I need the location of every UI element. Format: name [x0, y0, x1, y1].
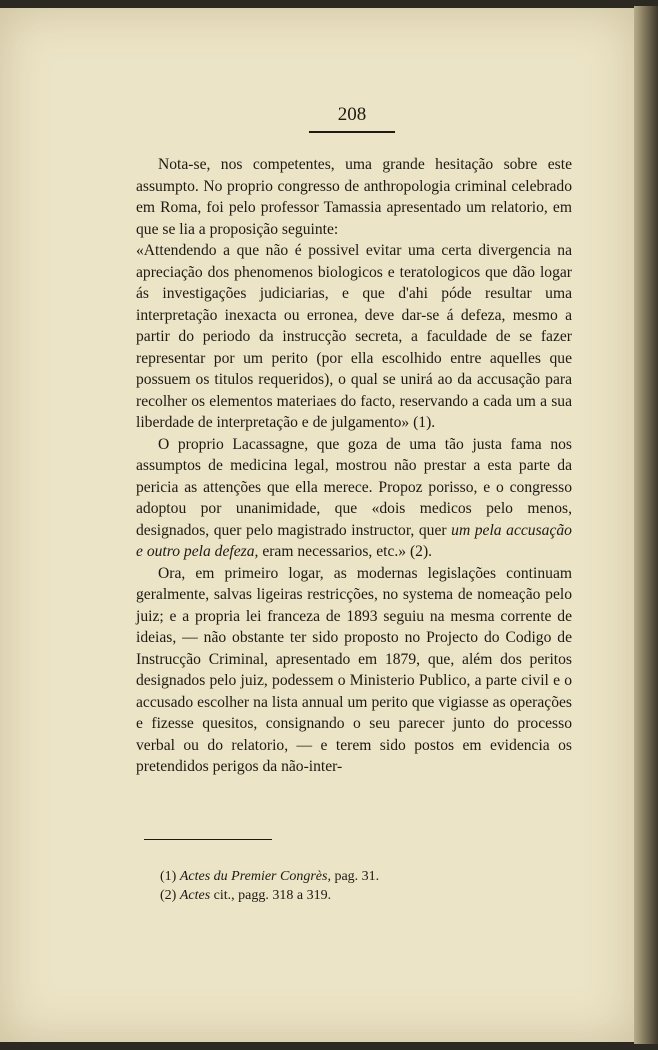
paragraph-text: eram necessarios, etc.» (2).	[258, 543, 433, 560]
book-page	[0, 8, 636, 1042]
page-gutter	[634, 6, 658, 1044]
footnote-marker: (1)	[160, 869, 177, 884]
paragraph-text: O proprio Lacassagne, que goza de uma tão justa fama nos assumptos de medicina legal, mostrou não prestar a esta parte da pericia as attenções que ella merece. Propoz porisso, e o congresso adoptou por unanimidade, que «dois medicos pelo menos, designados, quer pelo magistrado instructor, quer	[136, 435, 572, 539]
footnotes	[160, 867, 580, 905]
body-text	[136, 154, 572, 778]
footnote-marker: (2)	[160, 888, 177, 903]
header-rule	[309, 131, 395, 133]
footnote-text: cit., pagg. 318 a 319.	[210, 888, 332, 903]
footnote-rule	[144, 839, 272, 840]
quoted-paragraph: «Attendendo a que não é possivel evitar uma certa divergencia na apreciação dos phenomenos biologicos e teratologicos que dão logar ás investigações judiciarias, e que d'ahi póde resultar uma interpretação inexacta ou erronea, deve dar-se á defeza, mesmo a partir do periodo da instrucção secreta, a faculdade de se fazer representar por um perito (por ella escolhido entre aquelles que possuem os titulos requeridos), o qual se unirá ao da accusação para recolher os elementos materiaes do facto, reservando a cada um a sua liberdade de interpretação e de julgamento» (1).	[136, 242, 572, 431]
footnote-title: Actes	[179, 888, 211, 903]
footnote-title: Actes du Premier Congrès,	[179, 869, 331, 884]
paragraph	[136, 434, 572, 563]
footnote	[160, 867, 580, 886]
page-number: 208	[337, 104, 367, 125]
paragraph: Nota-se, nos competentes, uma grande hesitação sobre este assumpto. No proprio congresso de anthropologia criminal celebrado em Roma, foi pelo professor Tamassia apresentado um relatorio, em que se lia a proposição seguinte:	[136, 156, 572, 238]
footnote	[160, 886, 580, 905]
italic-phrase: um pela accusação e outro pela defeza,	[136, 521, 572, 560]
footnote-text: pag. 31.	[330, 869, 380, 884]
paragraph: Ora, em primeiro logar, as modernas legislações continuam geralmente, salvas ligeiras restricções, no systema de nomeação pelo juiz; e a propria lei franceza de 1893 seguiu na mesma corrente de ideias, — não obstante ter sido proposto no Projecto do Codigo de Instrucção Criminal, apresentado em 1879, que, além dos peritos designados pelo juiz, podessem o Ministerio Publico, a parte civil e o accusado escolher na lista annual um perito que vigiasse as operações e fizesse quesitos, consignando o seu parecer junto do processo verbal ou do relatorio, — e terem sido postos em evidencia os pretendidos perigos da não-inter-	[136, 564, 572, 775]
